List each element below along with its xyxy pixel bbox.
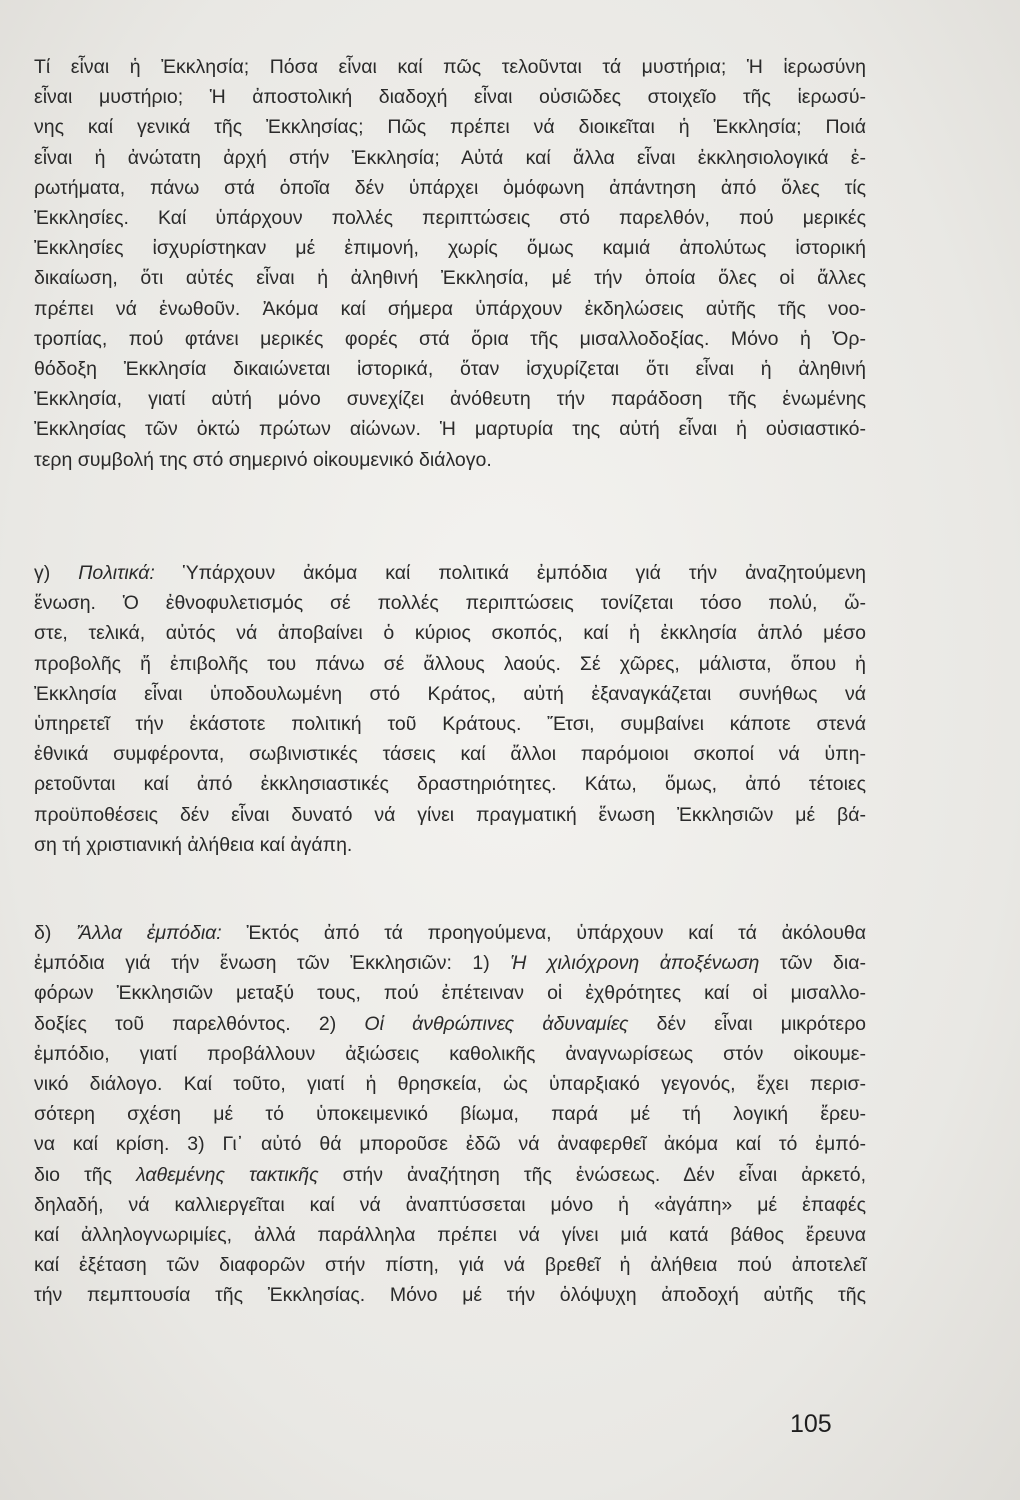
text-line: σότερη σχέση μέ τό ὑποκειμενικό βίωμα, παρά μέ τή λογική ἔρευ- <box>34 1103 866 1126</box>
section-heading: Πολιτικά: <box>78 562 155 584</box>
text-line: εἶναι ἡ ἀνώτατη ἀρχή στήν Ἐκκλησία; Αὐτά καί ἄλλα εἶναι ἐκκλησιολογικά ἐ- <box>34 146 866 169</box>
text-line: δηλαδή, νά καλλιεργεῖται καί νά ἀναπτύσσεται μόνο ἡ «ἀγάπη» μέ ἐπαφές <box>34 1193 866 1216</box>
section-heading: Ἄλλα ἐμπόδια: <box>76 922 222 944</box>
text-line: Τί εἶναι ἡ Ἐκκλησία; Πόσα εἶναι καί πῶς τελοῦνται τά μυστήρια; Ἡ ἱερωσύνη <box>34 56 866 78</box>
text-line: Ἐκκλησίας τῶν ὀκτώ πρώτων αἰώνων. Ἡ μαρτυρία της αὐτή εἶναι ἡ οὐσιαστικό- <box>34 418 866 441</box>
text-line: ση τή χριστιανική ἀλήθεια καί ἀγάπη. <box>34 833 353 856</box>
text-line: καί ἐξέταση τῶν διαφορῶν στήν πίστη, γιά νά βρεθεῖ ἡ ἀλήθεια πού ἀποτελεῖ <box>34 1254 866 1277</box>
paragraph-other-obstacles <box>34 918 866 1311</box>
text-line: ἐμπόδιο, γιατί προβάλλουν ἀξιώσεις καθολικῆς ἀναγνωρίσεως στόν οἰκουμε- <box>34 1042 866 1065</box>
text-line: εἶναι μυστήριο; Ἡ ἀποστολική διαδοχή εἶναι οὐσιῶδες στοιχεῖο τῆς ἱερωσύ- <box>34 86 866 109</box>
text-line <box>34 948 866 978</box>
text-line: στε, τελικά, αὐτός νά ἀποβαίνει ὁ κύριος σκοπός, καί ἡ ἐκκλησία ἁπλό μέσο <box>34 622 866 645</box>
text-line <box>34 1160 866 1190</box>
text-line: ρωτήματα, πάνω στά ὁποῖα δέν ὑπάρχει ὁμόφωνη ἀπάντηση ἀπό ὅλες τίς <box>34 176 866 199</box>
text-line: Ἐκκλησίες. Καί ὑπάρχουν πολλές περιπτώσεις στό παρελθόν, πού μερικές <box>34 207 866 230</box>
text-line: προϋποθέσεις δέν εἶναι δυνατό νά γίνει πραγματική ἕνωση Ἐκκλησιῶν μέ βά- <box>34 803 866 826</box>
text-fragment: δοξίες τοῦ παρελθόντος. 2) <box>34 1012 337 1035</box>
text-fragment: στήν ἀναζήτηση τῆς ἑνώσεως. Δέν εἶναι ἀρκετό, <box>342 1163 866 1186</box>
text-line: Ἐκκλησία, γιατί αὐτή μόνο συνεχίζει ἀνόθευτη τήν παράδοση τῆς ἑνωμένης <box>34 388 866 411</box>
text-line: ἐθνικά συμφέροντα, σωβινιστικές τάσεις καί ἄλλοι παρόμοιοι σκοποί νά ὑπη- <box>34 743 866 766</box>
italic-phrase: Οἱ ἀνθρώπινες ἀδυναμίες <box>364 1012 629 1035</box>
text-line: τερη συμβολή της στό σημερινό οἰκουμενικό διάλογο. <box>34 448 492 471</box>
text-line <box>34 558 866 588</box>
text-line: καί ἀλληλογνωριμίες, ἀλλά παράλληλα πρέπει νά γίνει μιά κατά βάθος ἔρευνα <box>34 1224 866 1247</box>
text-line: φόρων Ἐκκλησιῶν μεταξύ τους, πού ἐπέτειναν οἱ ἐχθρότητες καί οἱ μισαλλο- <box>34 982 866 1005</box>
text-line: ὑπηρετεῖ τήν ἑκάστοτε πολιτική τοῦ Κράτους. Ἔτσι, συμβαίνει κάποτε στενά <box>34 713 866 736</box>
italic-phrase: Ἡ χιλιόχρονη ἀποξένωση <box>510 952 760 975</box>
section-label: γ) <box>34 562 51 584</box>
page-number: 105 <box>790 1410 832 1438</box>
text-line: Ἐκκλησία εἶναι ὑποδουλωμένη στό Κράτος, αὐτή ἐξαναγκάζεται συνήθως νά <box>34 682 866 705</box>
text-fragment: διο τῆς <box>34 1163 113 1186</box>
paragraph-political-obstacles <box>34 558 866 860</box>
section-label: δ) <box>34 922 52 944</box>
text-line: ἕνωση. Ὁ ἐθνοφυλετισμός σέ πολλές περιπτώσεις τονίζεται τόσο πολύ, ὥ- <box>34 592 866 615</box>
paragraph-ecclesiology-questions <box>34 52 866 475</box>
text-line: πρέπει νά ἑνωθοῦν. Ἀκόμα καί σήμερα ὑπάρχουν ἐκδηλώσεις αὐτῆς τῆς νοο- <box>34 297 866 320</box>
text-fragment: ἐμπόδια γιά τήν ἕνωση τῶν Ἐκκλησιῶν: 1) <box>34 952 490 975</box>
text-fragment: Ἐκτός ἀπό τά προηγούμενα, ὑπάρχουν καί τά ἀκόλουθα <box>246 922 866 944</box>
text-line <box>34 1009 866 1039</box>
text-fragment: τῶν δια- <box>779 952 867 975</box>
text-line: θόδοξη Ἐκκλησία δικαιώνεται ἱστορικά, ὅταν ἰσχυρίζεται ὅτι εἶναι ἡ ἀληθινή <box>34 358 866 381</box>
text-fragment: Ὑπάρχουν ἀκόμα καί πολιτικά ἐμπόδια γιά τήν ἀναζητούμενη <box>182 562 867 584</box>
text-line: δικαίωση, ὅτι αὐτές εἶναι ἡ ἀληθινή Ἐκκλησία, μέ τήν ὁποία ὅλες οἱ ἄλλες <box>34 267 866 290</box>
text-line: Ἐκκλησίες ἰσχυρίστηκαν μέ ἐπιμονή, χωρίς ὅμως καμιά ἀπολύτως ἱστορική <box>34 237 866 260</box>
text-line: προβολῆς ἤ ἐπιβολῆς του πάνω σέ ἄλλους λαούς. Σέ χῶρες, μάλιστα, ὅπου ἡ <box>34 652 866 675</box>
text-line: τήν πεμπτουσία τῆς Ἐκκλησίας. Μόνο μέ τήν ὁλόψυχη ἀποδοχή αὐτῆς τῆς <box>34 1284 866 1307</box>
text-fragment: δέν εἶναι μικρότερο <box>656 1012 867 1035</box>
text-line: να καί κρίση. 3) Γι᾽ αὐτό θά μποροῦσε ἐδῶ νά ἀναφερθεῖ ἀκόμα καί τό ἐμπό- <box>34 1133 866 1156</box>
text-line: νης καί γενικά τῆς Ἐκκλησίας; Πῶς πρέπει νά διοικεῖται ἡ Ἐκκλησία; Ποιά <box>34 116 866 139</box>
italic-phrase: λαθεμένης τακτικῆς <box>136 1163 319 1186</box>
text-line: νικό διάλογο. Καί τοῦτο, γιατί ἡ θρησκεία, ὡς ὑπαρξιακό γεγονός, ἔχει περισ- <box>34 1073 866 1096</box>
text-line <box>34 918 866 948</box>
text-line: ρετοῦνται καί ἀπό ἐκκλησιαστικές δραστηριότητες. Κάτω, ὅμως, ἀπό τέτοιες <box>34 773 866 796</box>
text-line: τροπίας, πού φτάνει μερικές φορές στά ὅρια τῆς μισαλλοδοξίας. Μόνο ἡ Ὀρ- <box>34 327 866 350</box>
